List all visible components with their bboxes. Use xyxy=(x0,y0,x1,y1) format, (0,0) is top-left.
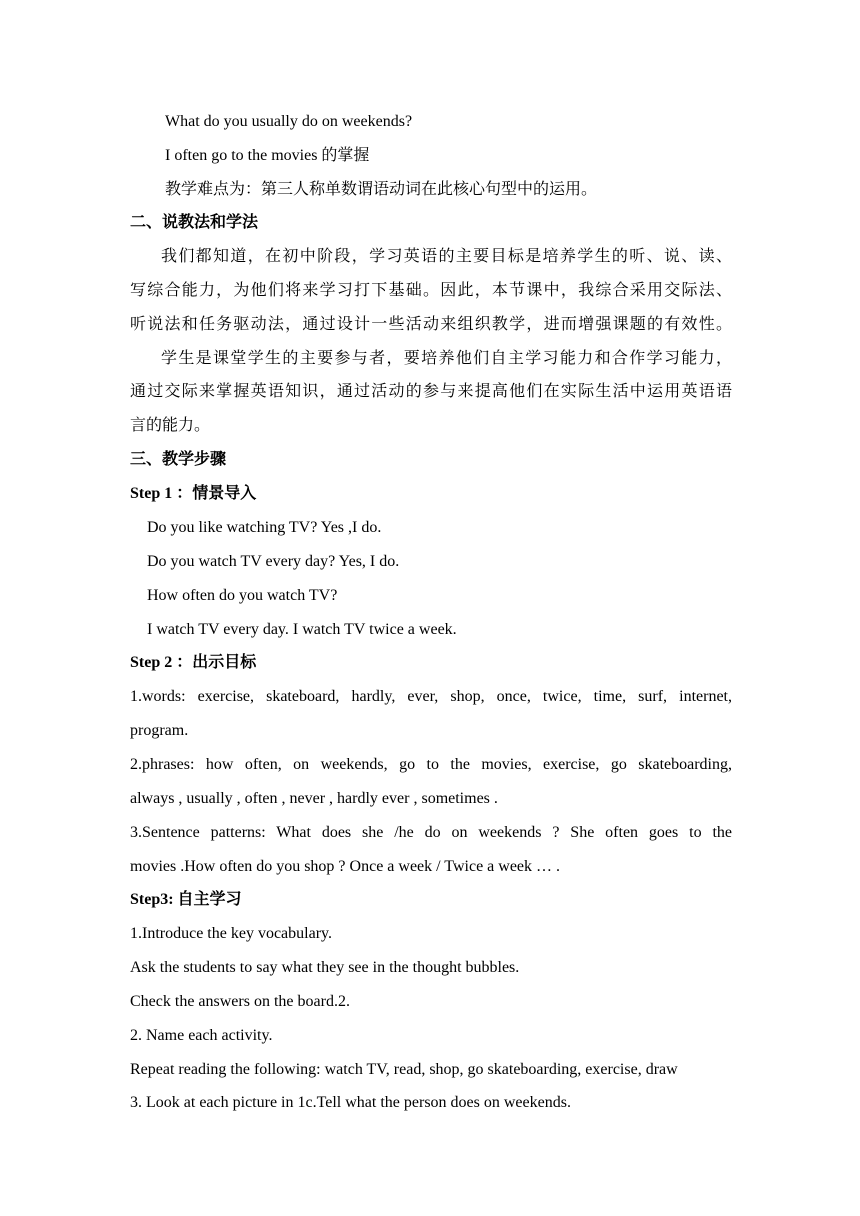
text-line: 2. Name each activity. xyxy=(130,1027,273,1044)
list-line: 3.Sentence patterns: What does she /he do on weekends ? She often goes to the xyxy=(130,824,732,841)
text-line: 教学难点为：第三人称单数谓语动词在此核心句型中的运用。 xyxy=(165,181,598,198)
list-line: movies .How often do you shop ? Once a week / Twice a week … . xyxy=(130,858,561,875)
list-line: 2.phrases: how often, on weekends, go to the movies, exercise, go skateboarding, xyxy=(130,756,732,773)
paragraph-line: 通过交际来掌握英语知识，通过活动的参与来提高他们在实际生活中运用英语语 xyxy=(130,383,732,400)
paragraph-line: 言的能力。 xyxy=(130,417,211,434)
step-heading: Step 2 ：出示目标 xyxy=(130,654,257,671)
paragraph-line: 写综合能力，为他们将来学习打下基础。因此，本节课中，我综合采用交际法、 xyxy=(130,282,732,299)
text-line: Ask the students to say what they see in the thought bubbles. xyxy=(130,959,520,976)
paragraph-line: 我们都知道，在初中阶段，学习英语的主要目标是培养学生的听、说、读、 xyxy=(161,248,732,265)
dialogue-line: I watch TV every day. I watch TV twice a week. xyxy=(147,621,457,638)
text-line: What do you usually do on weekends? xyxy=(165,113,413,130)
step-heading: Step 1 ：情景导入 xyxy=(130,485,257,502)
text-line: 3. Look at each picture in 1c.Tell what the person does on weekends. xyxy=(130,1094,571,1111)
text-line: I often go to the movies 的掌握 xyxy=(165,147,370,164)
paragraph-line: 听说法和任务驱动法，通过设计一些活动来组织教学，进而增强课题的有效性。 xyxy=(130,316,732,333)
text-line: Repeat reading the following: watch TV, read, shop, go skateboarding, exercise, draw xyxy=(130,1061,678,1078)
section-heading: 二、说教法和学法 xyxy=(130,214,259,231)
section-heading: 三、教学步骤 xyxy=(130,451,227,468)
list-line: program. xyxy=(130,722,189,739)
dialogue-line: Do you watch TV every day? Yes, I do. xyxy=(147,553,400,570)
text-line: 1.Introduce the key vocabulary. xyxy=(130,925,332,942)
paragraph-line: 学生是课堂学生的主要参与者，要培养他们自主学习能力和合作学习能力， xyxy=(161,350,732,367)
text-line: Check the answers on the board.2. xyxy=(130,993,350,1010)
dialogue-line: Do you like watching TV? Yes ,I do. xyxy=(147,519,382,536)
step-heading: Step3: 自主学习 xyxy=(130,891,242,908)
dialogue-line: How often do you watch TV? xyxy=(147,587,338,604)
list-line: always , usually , often , never , hardly ever , sometimes . xyxy=(130,790,498,807)
list-line: 1.words: exercise, skateboard, hardly, ever, shop, once, twice, time, surf, internet, xyxy=(130,688,732,705)
